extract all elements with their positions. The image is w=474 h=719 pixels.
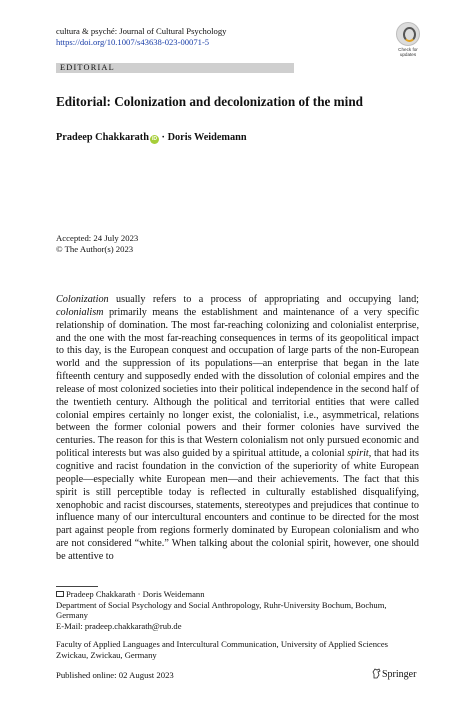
- springer-horse-icon: [372, 668, 381, 679]
- orcid-icon[interactable]: iD: [151, 136, 157, 142]
- author-affiliations: [56, 589, 426, 661]
- doi-link[interactable]: https://doi.org/10.1007/s43638-023-00071-5: [56, 36, 210, 47]
- article-dates: [56, 233, 138, 254]
- journal-name: cultura & psyché: Journal of Cultural Psychology: [56, 26, 227, 36]
- footnote-rule: [56, 586, 98, 587]
- published-date: Published online: 02 August 2023: [56, 670, 174, 680]
- journal-header: [56, 26, 226, 47]
- body-paragraph: Colonization usually refers to a process of appropriating and occupying land; colonialism primarily means the establishment and maintenance of a very specific relationship of domination. The most far-reaching colonizing and colonialist enterprise, and the one with the most far-reaching consequences in terms of its geopolitical impact to this day, is the European conquest and occupation of large parts of the non-European world and the suppression of its populations—an enterprise that began in the late fifteenth century and supposedly ended with the dissolution of colonial empires and the release of most colonized societies into their political independence in the second half of the twentieth century. Although the political and territorial entities that were called colonial empires certainly no longer exist, the colonialist, i.e., asymmetrical, relations between the former colonial powers and their former colonies have survived the centuries. The reason for this is that Western colonialism not only pursued economic and political interests but was also guided by a spiritual attitude, a colonial spirit, that had its cognitive and racist foundation in the conviction of the superiority of white European people—especially white European men—and their achievements. The fact that this spirit is still perceptible today is reflected in culturally established disqualifying, xenophobic and racist discourses, statements, stereotypes and prejudices that continue to influence many of our intercultural encounters and continue to be directed for the most part against people from regions formerly dominated by European colonialism and who are not considered “white.” When talking about the colonial spirit, however, one should be attentive to: [56, 294, 419, 562]
- email[interactable]: E-Mail: pradeep.chakkarath@rub.de: [56, 620, 182, 631]
- check-for-updates-badge[interactable]: [393, 22, 423, 57]
- article-title: Editorial: Colonization and decolonization of the mind: [56, 94, 363, 109]
- copyright-line: © The Author(s) 2023: [56, 243, 134, 254]
- author-name[interactable]: Doris Weidemann: [167, 132, 247, 143]
- affiliation: Faculty of Applied Languages and Intercultural Communication, University of Applied Sciences Zwickau, Zwickau, Germany: [56, 639, 388, 660]
- accepted-date: Accepted: 24 July 2023: [56, 233, 139, 243]
- body-text: [56, 294, 419, 564]
- section-label-bar: [56, 63, 294, 73]
- check-for-updates-label: Check for updates: [398, 47, 418, 57]
- contact-line: Pradeep Chakkarath · Doris Weidemann: [56, 589, 426, 600]
- section-label: EDITORIAL: [60, 63, 115, 72]
- affiliation: Department of Social Psychology and Social Anthropology, Ruhr-University Bochum, Bochum, Germany: [56, 599, 387, 621]
- envelope-icon: [56, 591, 64, 597]
- author-name[interactable]: Pradeep Chakkarath: [56, 132, 149, 143]
- author-separator: ·: [161, 132, 165, 143]
- check-for-updates-icon: [396, 22, 420, 46]
- author-list: [56, 131, 247, 144]
- publisher-logo: [372, 668, 416, 681]
- publisher-name: Springer: [382, 669, 417, 680]
